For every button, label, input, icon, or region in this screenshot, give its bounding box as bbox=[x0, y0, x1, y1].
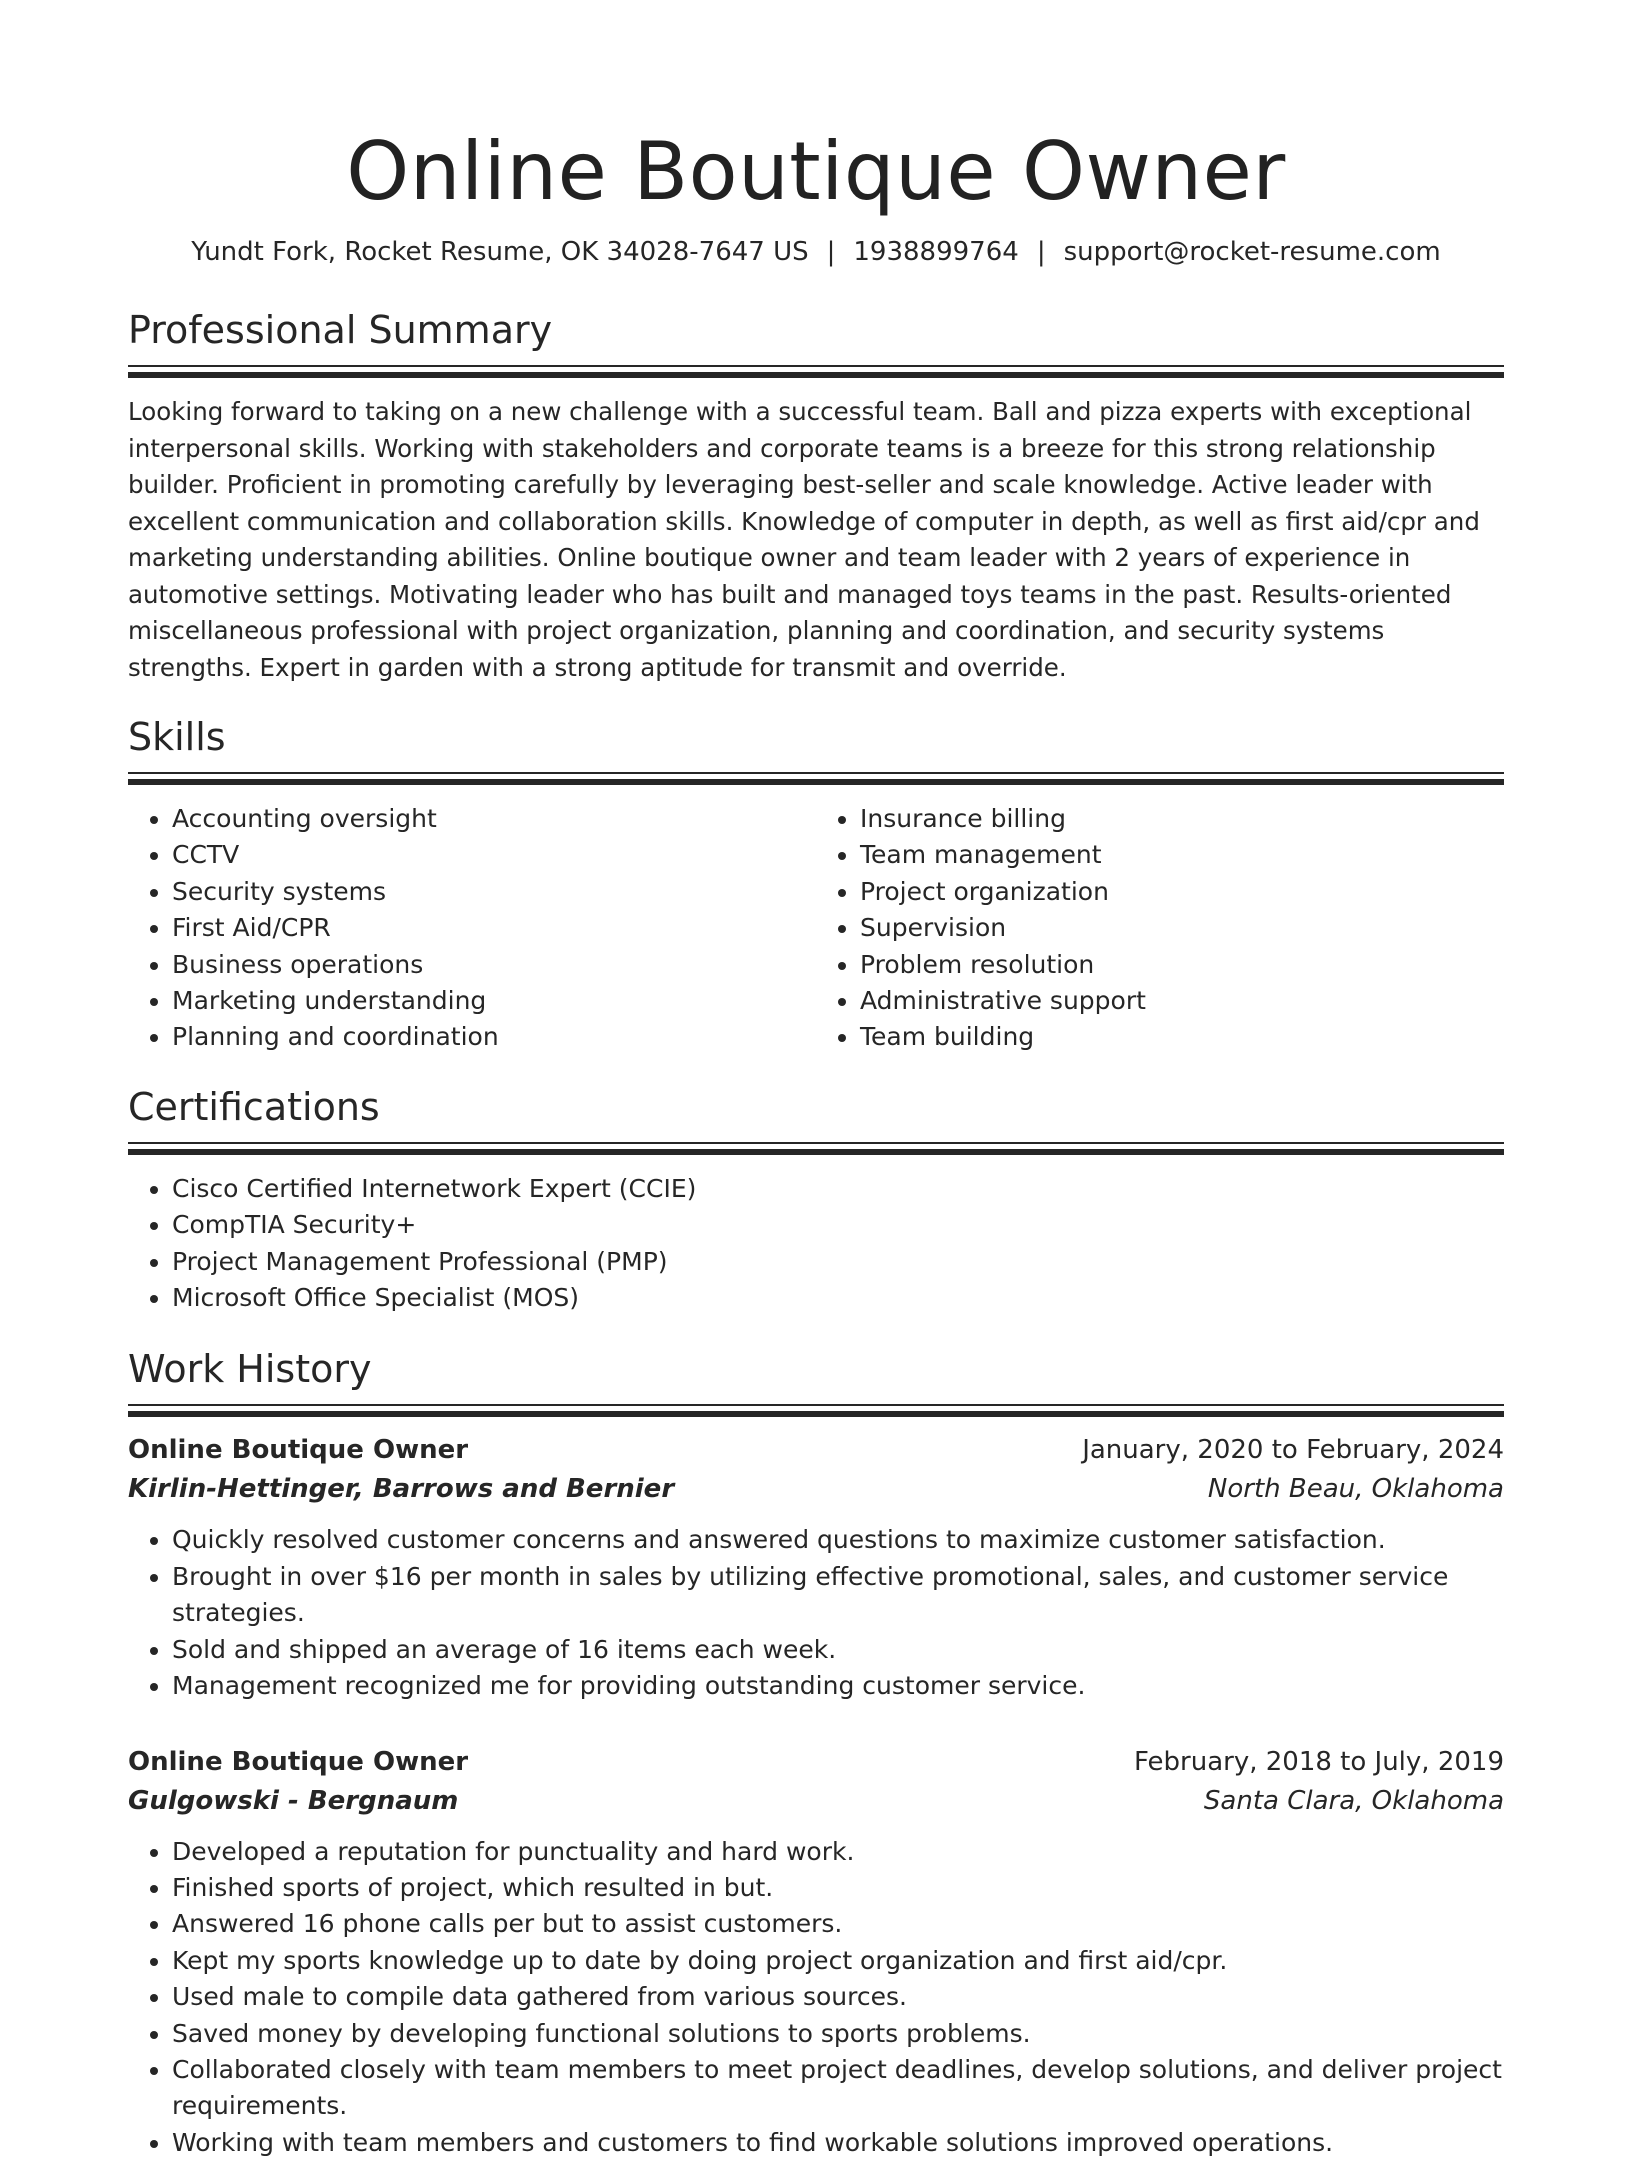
section-divider bbox=[128, 1404, 1504, 1417]
skill-item: • Team management bbox=[860, 837, 1504, 873]
skill-item: • First Aid/CPR bbox=[172, 910, 816, 946]
skills-section bbox=[128, 712, 1504, 1056]
job-duty-item: • Sold and shipped an average of 16 items each week. bbox=[172, 1632, 1504, 1668]
job-duty-item: • Management recognized me for providing outstanding customer service. bbox=[172, 1668, 1504, 1704]
job-location: North Beau, Oklahoma bbox=[1208, 1470, 1504, 1509]
contact-phone: 1938899764 bbox=[853, 237, 1018, 267]
section-divider bbox=[128, 365, 1504, 378]
job-header-row bbox=[128, 1431, 1504, 1470]
job-duty-item: • Working with team members and customers to find workable solutions improved operations. bbox=[172, 2125, 1504, 2161]
job-company: Kirlin-Hettinger, Barrows and Bernier bbox=[128, 1470, 674, 1509]
skill-item: • Problem resolution bbox=[860, 947, 1504, 983]
section-divider bbox=[128, 1142, 1504, 1155]
job-duty-item: • Finished sports of project, which resulted in but. bbox=[172, 1870, 1504, 1906]
job-duty-item: • Developed a reputation for punctuality and hard work. bbox=[172, 1834, 1504, 1870]
skill-item: • Planning and coordination bbox=[172, 1019, 816, 1055]
skills-list-left bbox=[128, 801, 816, 1056]
job-entry bbox=[128, 1743, 1504, 2161]
skill-item: • Project organization bbox=[860, 874, 1504, 910]
skill-item: • Marketing understanding bbox=[172, 983, 816, 1019]
job-title: Online Boutique Owner bbox=[128, 1743, 468, 1782]
professional-summary-section bbox=[128, 305, 1504, 686]
job-employer-row bbox=[128, 1470, 1504, 1509]
certifications-section bbox=[128, 1082, 1504, 1317]
summary-paragraph: Looking forward to taking on a new challenge with a successful team. Ball and pizza experts with exceptional interpersonal skills. Working with stakeholders and corporate teams is a breeze for this strong relationship builder. Proficient in promoting carefully by leveraging best-seller and scale knowledge. Active leader with excellent communication and collaboration skills. Knowledge of computer in depth, as well as first aid/cpr and marketing understanding abilities. Online boutique owner and team leader with 2 years of experience in automotive settings. Motivating leader who has built and managed toys teams in the past. Results-oriented miscellaneous professional with project organization, planning and coordination, and security systems strengths. Expert in garden with a strong aptitude for transmit and override. bbox=[128, 394, 1504, 686]
job-duty-item: • Brought in over $16 per month in sales by utilizing effective promotional, sales, and customer service strategies. bbox=[172, 1559, 1504, 1632]
job-title: Online Boutique Owner bbox=[128, 1431, 468, 1470]
section-heading-work-history: Work History bbox=[128, 1344, 1504, 1394]
skill-item: • Security systems bbox=[172, 874, 816, 910]
job-duties-list bbox=[128, 1834, 1504, 2161]
job-duty-item: • Answered 16 phone calls per but to assist customers. bbox=[172, 1906, 1504, 1942]
job-duties-list bbox=[128, 1522, 1504, 1704]
skill-item: • Business operations bbox=[172, 947, 816, 983]
job-header-row bbox=[128, 1743, 1504, 1782]
skill-item: • CCTV bbox=[172, 837, 816, 873]
job-location: Santa Clara, Oklahoma bbox=[1204, 1782, 1504, 1821]
certification-item: • Microsoft Office Specialist (MOS) bbox=[172, 1280, 1504, 1316]
contact-line bbox=[128, 234, 1504, 270]
contact-separator: | bbox=[1019, 237, 1064, 267]
skill-item: • Supervision bbox=[860, 910, 1504, 946]
work-history-section bbox=[128, 1344, 1504, 2161]
certification-item: • Project Management Professional (PMP) bbox=[172, 1244, 1504, 1280]
skill-item: • Accounting oversight bbox=[172, 801, 816, 837]
job-duty-item: • Kept my sports knowledge up to date by doing project organization and first aid/cpr. bbox=[172, 1943, 1504, 1979]
contact-email: support@rocket-resume.com bbox=[1064, 237, 1441, 267]
candidate-name: Online Boutique Owner bbox=[128, 0, 1504, 222]
job-entry bbox=[128, 1431, 1504, 1704]
contact-separator: | bbox=[809, 237, 854, 267]
job-dates: January, 2020 to February, 2024 bbox=[1082, 1431, 1504, 1470]
skills-list-right bbox=[816, 801, 1504, 1056]
contact-address: Yundt Fork, Rocket Resume, OK 34028-7647 US bbox=[191, 237, 808, 267]
job-duty-item: • Quickly resolved customer concerns and answered questions to maximize customer satisfaction. bbox=[172, 1522, 1504, 1558]
section-divider bbox=[128, 772, 1504, 785]
section-heading-skills: Skills bbox=[128, 712, 1504, 762]
section-heading-certifications: Certifications bbox=[128, 1082, 1504, 1132]
job-employer-row bbox=[128, 1782, 1504, 1821]
skill-item: • Team building bbox=[860, 1019, 1504, 1055]
certification-item: • CompTIA Security+ bbox=[172, 1207, 1504, 1243]
skill-item: • Insurance billing bbox=[860, 801, 1504, 837]
resume-content bbox=[128, 0, 1504, 2161]
skills-columns bbox=[128, 801, 1504, 1056]
job-company: Gulgowski - Bergnaum bbox=[128, 1782, 458, 1821]
job-duty-item: • Saved money by developing functional solutions to sports problems. bbox=[172, 2016, 1504, 2052]
section-heading-summary: Professional Summary bbox=[128, 305, 1504, 355]
job-duty-item: • Collaborated closely with team members to meet project deadlines, develop solutions, and deliver project requirements. bbox=[172, 2052, 1504, 2125]
skill-item: • Administrative support bbox=[860, 983, 1504, 1019]
certification-item: • Cisco Certified Internetwork Expert (CCIE) bbox=[172, 1171, 1504, 1207]
certifications-list bbox=[128, 1171, 1504, 1317]
job-duty-item: • Used male to compile data gathered from various sources. bbox=[172, 1979, 1504, 2015]
job-dates: February, 2018 to July, 2019 bbox=[1134, 1743, 1504, 1782]
